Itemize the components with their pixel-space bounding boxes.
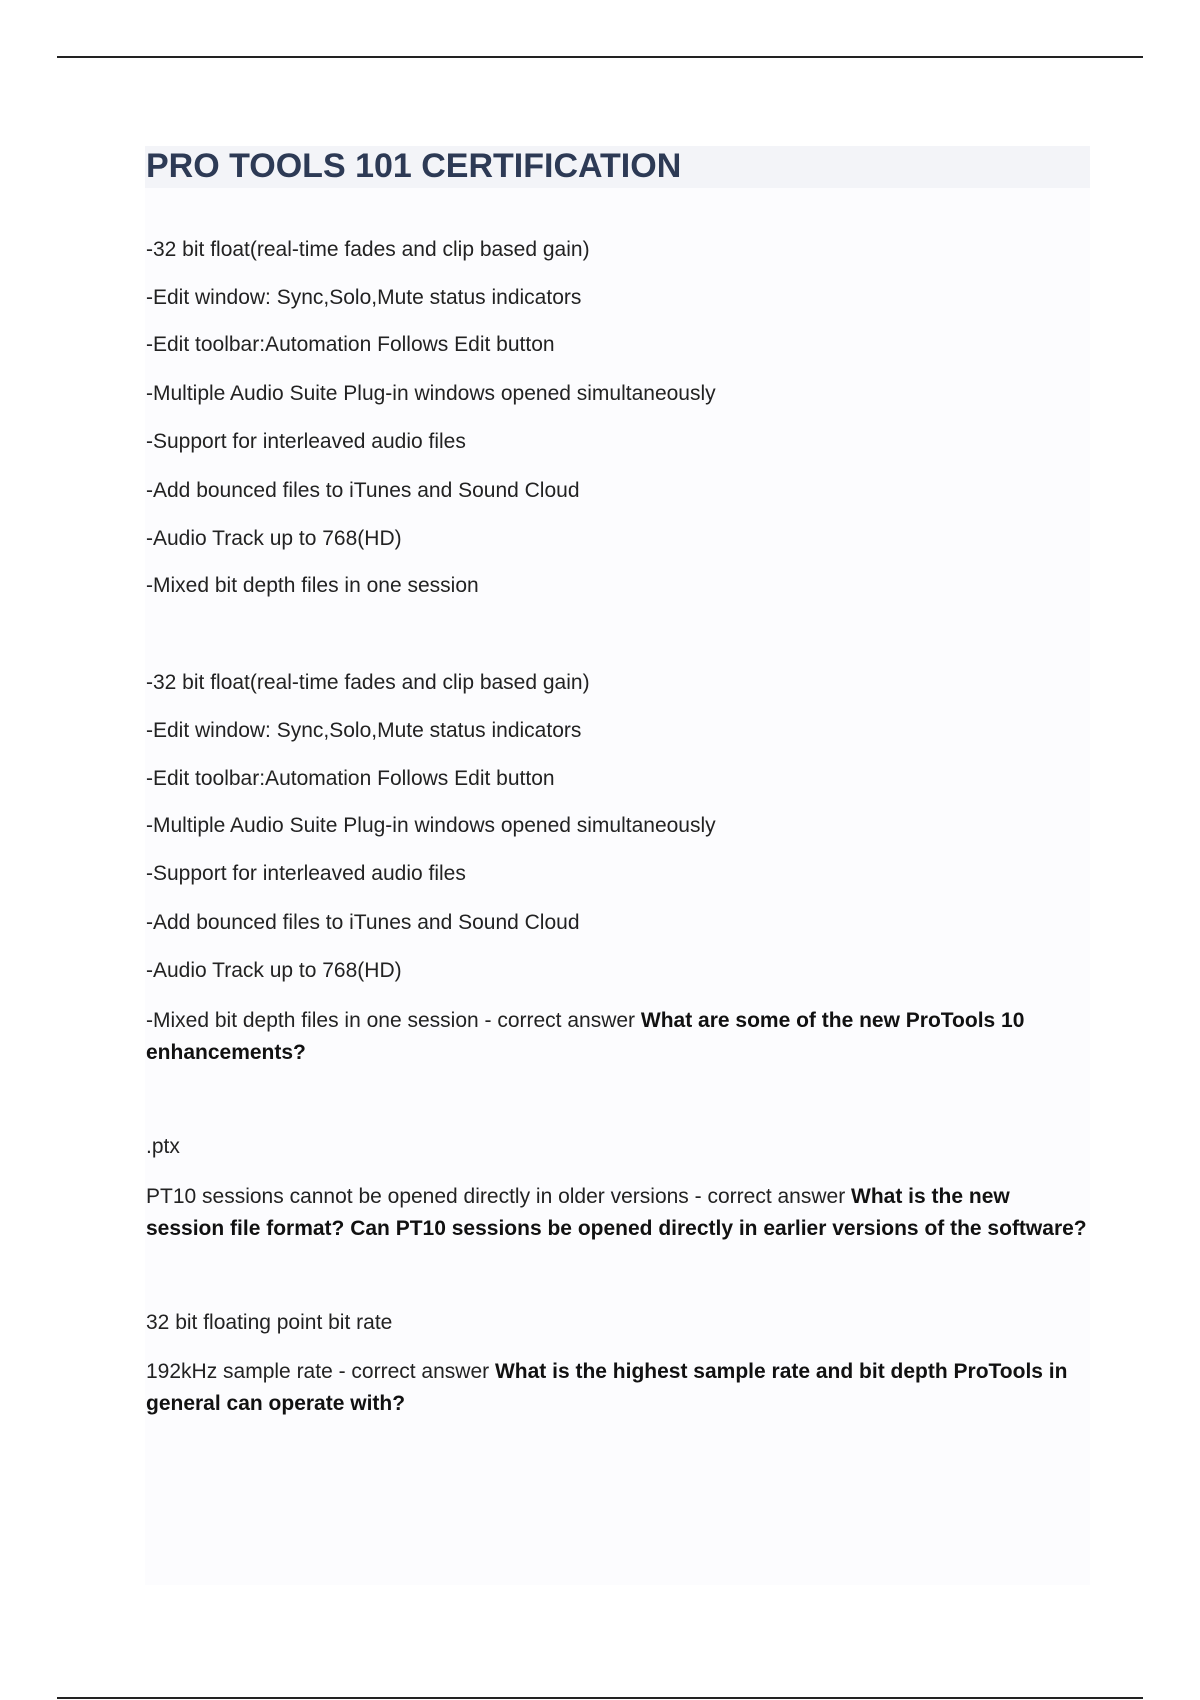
question-text: What is the new session file format? Can PT10 sessions be opened directly in earlier versions of the software? — [146, 1185, 1087, 1240]
qa-paragraph — [146, 1181, 1091, 1245]
feature-line: -Support for interleaved audio files — [146, 430, 466, 453]
answer-text: PT10 sessions cannot be opened directly in older versions - correct answer — [146, 1185, 852, 1208]
feature-line: -Edit toolbar:Automation Follows Edit button — [146, 333, 555, 356]
feature-line: -Mixed bit depth files in one session — [146, 574, 479, 597]
top-rule — [57, 56, 1143, 58]
answer-text: 192kHz sample rate - correct answer — [146, 1360, 495, 1383]
feature-line: -Audio Track up to 768(HD) — [146, 959, 402, 982]
document-title: PRO TOOLS 101 CERTIFICATION — [146, 147, 682, 185]
feature-line: -Support for interleaved audio files — [146, 862, 466, 885]
qa-paragraph — [146, 1005, 1091, 1069]
feature-line: -32 bit float(real-time fades and clip based gain) — [146, 238, 590, 261]
feature-line: -Edit window: Sync,Solo,Mute status indicators — [146, 286, 582, 309]
feature-line: -Multiple Audio Suite Plug-in windows opened simultaneously — [146, 382, 716, 405]
qa-paragraph — [146, 1356, 1091, 1420]
question-text: What are some of the new ProTools 10 enhancements? — [146, 1009, 1025, 1064]
feature-line: -32 bit float(real-time fades and clip based gain) — [146, 671, 590, 694]
answer-line: 32 bit floating point bit rate — [146, 1311, 393, 1334]
bottom-rule — [57, 1697, 1143, 1699]
feature-line: -Edit toolbar:Automation Follows Edit button — [146, 767, 555, 790]
feature-line: -Add bounced files to iTunes and Sound Cloud — [146, 479, 580, 502]
question-text: What is the highest sample rate and bit depth ProTools in general can operate with? — [146, 1360, 1068, 1415]
feature-line: -Edit window: Sync,Solo,Mute status indicators — [146, 719, 582, 742]
feature-line: -Add bounced files to iTunes and Sound Cloud — [146, 911, 580, 934]
feature-line: -Multiple Audio Suite Plug-in windows opened simultaneously — [146, 814, 716, 837]
answer-text: -Mixed bit depth files in one session - correct answer — [146, 1009, 641, 1032]
answer-line: .ptx — [146, 1135, 180, 1158]
feature-line: -Audio Track up to 768(HD) — [146, 527, 402, 550]
